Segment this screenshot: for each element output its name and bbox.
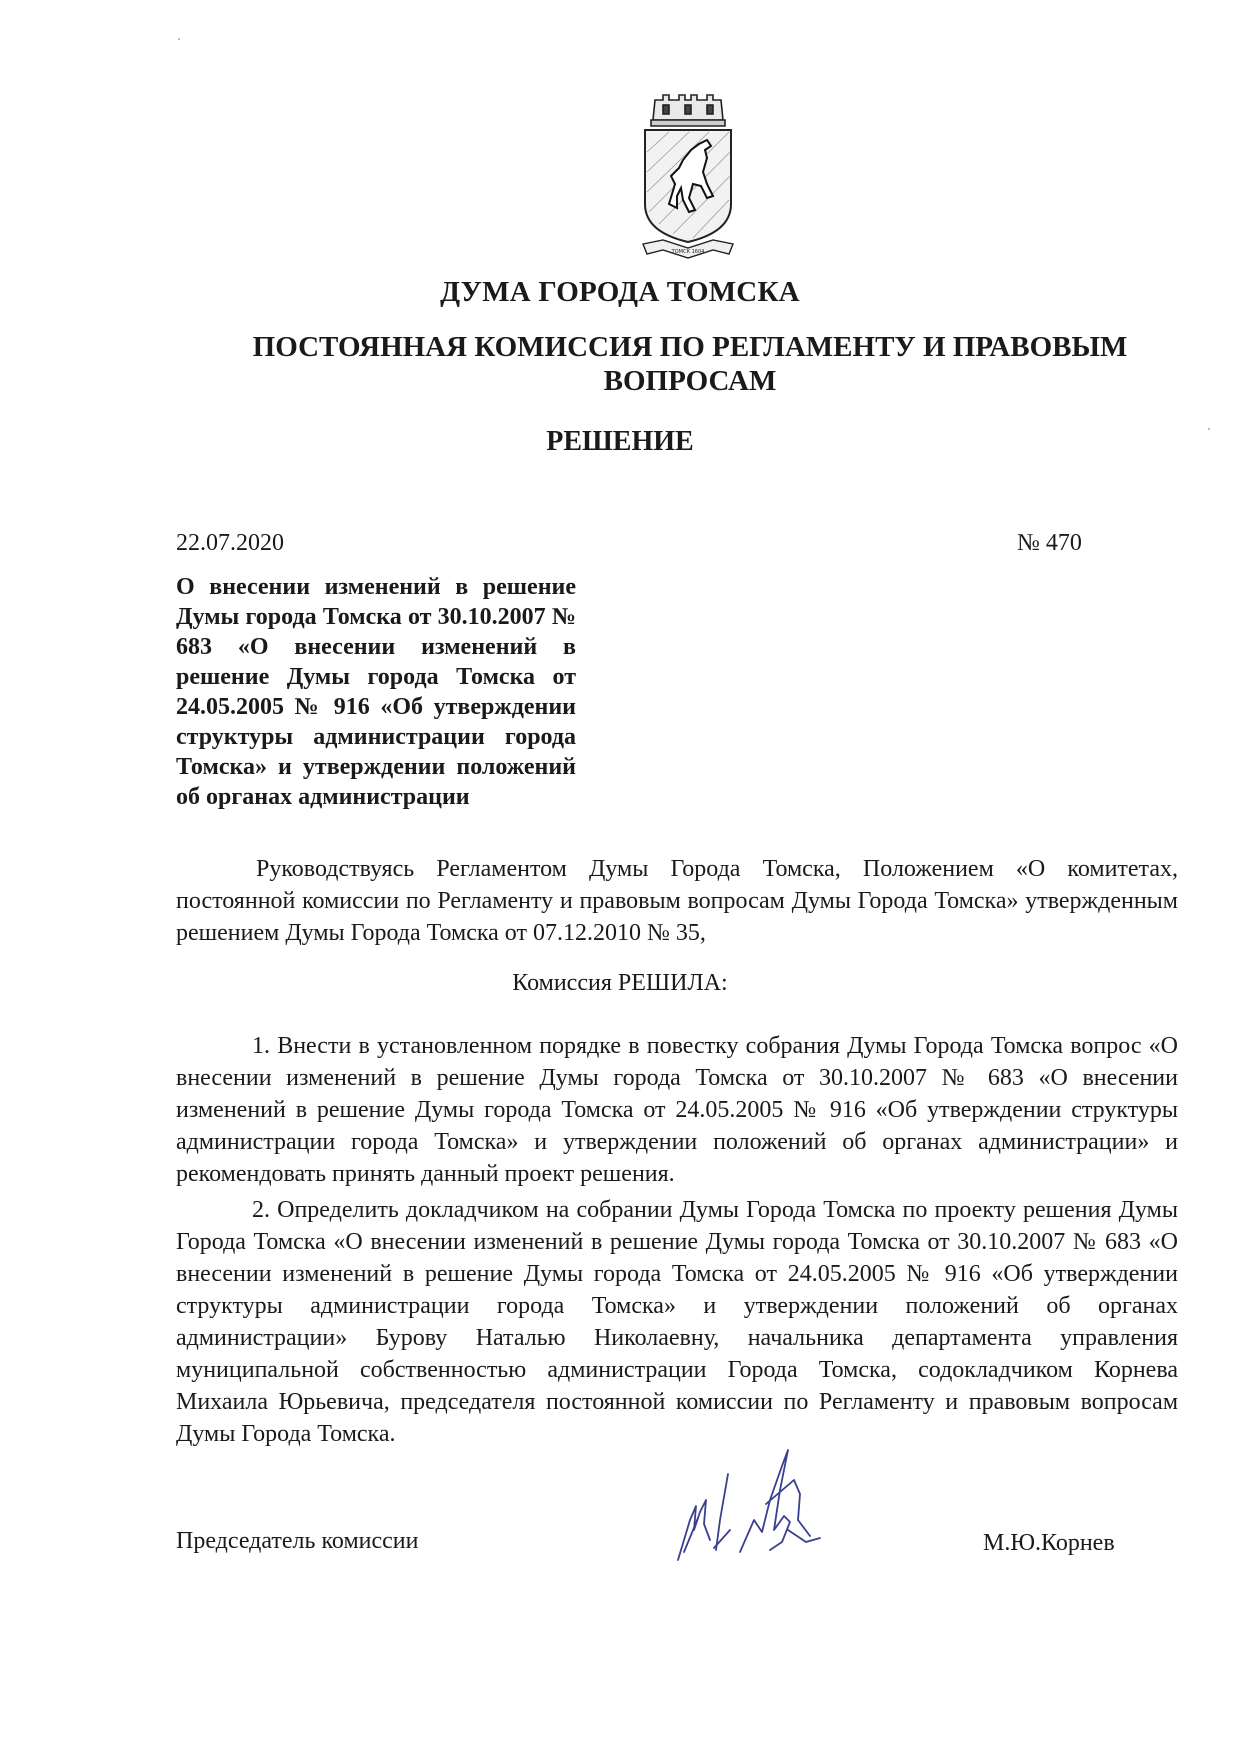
signatory-name: М.Ю.Корнев [983, 1530, 1115, 1556]
organization-title: ДУМА ГОРОДА ТОМСКА [440, 276, 800, 308]
signatory-role: Председатель комиссии [176, 1528, 419, 1554]
document-subject: О внесении изменений в решение Думы города Томска от 30.10.2007 № 683 «О внесении изменений в решение Думы города Томска от 24.05.2005 № 916 «Об утверждении структуры администрации города Томска» и утверждении положений об органах администрации [176, 574, 576, 810]
preamble-paragraph: Руководствуясь Регламентом Думы Города Томска, Положением «О комитетах, постоянной комиссии по Регламенту и правовым вопросам Думы Города Томска» утвержденным решением Думы Города Томска от 07.12.2010 № 35, [176, 856, 1178, 946]
document-number: № 470 [1017, 530, 1082, 556]
decision-heading: Комиссия РЕШИЛА: [512, 970, 728, 996]
scan-speck [178, 38, 180, 40]
emblem-motto: ТОМСК 1604 [671, 249, 705, 255]
handwritten-signature [670, 1420, 870, 1570]
decision-item-2: 2. Определить докладчиком на собрании Думы Города Томска по проекту решения Думы Города Томска «О внесении изменений в решение Думы города Томска от 30.10.2007 № 683 «О внесении изменений в решение Думы города Томска от 24.05.2005 № 916 «Об утверждении структуры администрации города Томска» и утверждении положений об органах администрации» Бурову Наталью Николаевну, начальника департамента управления муниципальной собственностью администрации Города Томска, содокладчиком Корнева Михаила Юрьевича, председателя постоянной комиссии по Регламенту и правовым вопросам Думы Города Томска. [176, 1197, 1178, 1447]
commission-title: ПОСТОЯННАЯ КОМИССИЯ ПО РЕГЛАМЕНТУ И ПРАВОВЫМ ВОПРОСАМ [252, 331, 1128, 397]
document-type: РЕШЕНИЕ [546, 426, 694, 457]
document-date: 22.07.2020 [176, 530, 284, 556]
decision-item-1: 1. Внести в установленном порядке в повестку собрания Думы Города Томска вопрос «О внесении изменений в решение Думы города Томска от 30.10.2007 № 683 «О внесении изменений в решение Думы города Томска от 24.05.2005 № 916 «Об утверждении структуры администрации города Томска» и утверждении положений об органах администрации» и рекомендовать принять данный проект решения. [176, 1033, 1178, 1187]
tomsk-coat-of-arms-icon [633, 92, 743, 262]
